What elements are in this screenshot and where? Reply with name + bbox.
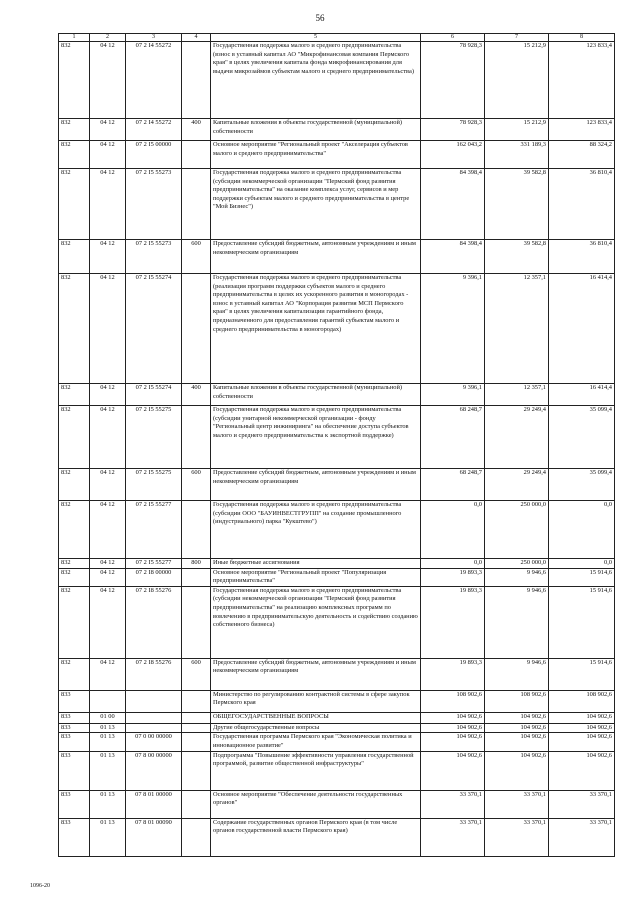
- cell-grbs: 832: [59, 240, 90, 274]
- table-row: [59, 723, 615, 733]
- table-row: [59, 818, 615, 856]
- cell-amount-year1: 0,0: [421, 559, 485, 569]
- cell-amount-year2: 15 212,9: [485, 42, 549, 119]
- cell-grbs: 832: [59, 501, 90, 559]
- cell-name: Государственная поддержка малого и среднего предпринимательства (субсидии некоммерческой организации "Пермский фонд развития предпринимательства" на оказание комплекса услуг, сервисов и мер поддержки субъектам малого и среднего предпринимательства в центре "Мой Бизнес"): [211, 169, 421, 240]
- cell-grbs: 833: [59, 733, 90, 751]
- cell-name: Другие общегосударственные вопросы: [211, 723, 421, 733]
- cell-amount-year3: 15 914,6: [549, 586, 615, 658]
- cell-grbs: 832: [59, 42, 90, 119]
- table-row: [59, 274, 615, 384]
- footer-code: 1096-20: [30, 883, 50, 889]
- column-number: 4: [182, 34, 211, 42]
- cell-article: 07 8 00 00000: [126, 751, 182, 790]
- table-row: [59, 586, 615, 658]
- cell-section: 04 12: [90, 42, 126, 119]
- cell-amount-year1: 33 370,1: [421, 790, 485, 818]
- table-row: [59, 690, 615, 712]
- cell-expense-type: [182, 501, 211, 559]
- cell-article: [126, 712, 182, 723]
- cell-expense-type: 800: [182, 559, 211, 569]
- cell-section: 01 13: [90, 723, 126, 733]
- cell-name: Предоставление субсидий бюджетным, автономным учреждениям и иным некоммерческим организациям: [211, 658, 421, 690]
- cell-section: 04 12: [90, 406, 126, 469]
- page-number: 56: [315, 13, 325, 23]
- cell-amount-year3: 104 902,6: [549, 723, 615, 733]
- cell-amount-year2: 29 249,4: [485, 469, 549, 501]
- cell-section: 04 12: [90, 240, 126, 274]
- table-row: [59, 240, 615, 274]
- cell-name: Содержание государственных органов Пермского края (в том числе органов государственной власти Пермского края): [211, 818, 421, 856]
- table-row: [59, 751, 615, 790]
- cell-expense-type: [182, 406, 211, 469]
- cell-section: 01 13: [90, 733, 126, 751]
- column-number: 2: [90, 34, 126, 42]
- cell-name: Основное мероприятие "Региональный проект "Акселерация субъектов малого и среднего предпринимательства": [211, 141, 421, 169]
- cell-name: ОБЩЕГОСУДАРСТВЕННЫЕ ВОПРОСЫ: [211, 712, 421, 723]
- cell-grbs: 832: [59, 559, 90, 569]
- table-row: [59, 141, 615, 169]
- cell-amount-year3: 35 099,4: [549, 406, 615, 469]
- cell-amount-year1: 108 902,6: [421, 690, 485, 712]
- cell-amount-year2: 9 946,6: [485, 658, 549, 690]
- cell-expense-type: [182, 733, 211, 751]
- cell-amount-year2: 108 902,6: [485, 690, 549, 712]
- cell-section: 04 12: [90, 274, 126, 384]
- cell-amount-year3: 104 902,6: [549, 751, 615, 790]
- cell-amount-year2: 104 902,6: [485, 712, 549, 723]
- cell-amount-year2: 29 249,4: [485, 406, 549, 469]
- table-row: [59, 733, 615, 751]
- cell-amount-year3: 36 810,4: [549, 169, 615, 240]
- cell-grbs: 832: [59, 169, 90, 240]
- cell-amount-year3: 123 833,4: [549, 42, 615, 119]
- cell-name: Министерство по регулированию контрактной системы в сфере закупок Пермского края: [211, 690, 421, 712]
- cell-article: 07 2 I5 55277: [126, 501, 182, 559]
- cell-grbs: 833: [59, 723, 90, 733]
- cell-section: 04 12: [90, 119, 126, 141]
- cell-amount-year1: 68 248,7: [421, 406, 485, 469]
- cell-amount-year1: 68 248,7: [421, 469, 485, 501]
- table-row: [59, 406, 615, 469]
- cell-amount-year3: 33 370,1: [549, 818, 615, 856]
- cell-grbs: 833: [59, 712, 90, 723]
- table-row: [59, 712, 615, 723]
- cell-expense-type: [182, 141, 211, 169]
- table-row: [59, 501, 615, 559]
- column-number: 6: [421, 34, 485, 42]
- cell-name: Подпрограмма "Повышение эффективности управления государственной программой, развитие общественной инфраструктуры": [211, 751, 421, 790]
- cell-expense-type: 600: [182, 658, 211, 690]
- cell-amount-year2: 12 357,1: [485, 274, 549, 384]
- cell-grbs: 832: [59, 384, 90, 406]
- cell-section: 04 12: [90, 141, 126, 169]
- cell-amount-year2: 39 582,8: [485, 169, 549, 240]
- cell-amount-year2: 104 902,6: [485, 751, 549, 790]
- cell-expense-type: 600: [182, 240, 211, 274]
- cell-expense-type: [182, 586, 211, 658]
- table-row: [59, 169, 615, 240]
- cell-name: Государственная поддержка малого и среднего предпринимательства (субсидии ООО "БАУИНВЕСТГРУПП" на создание промышленного (индустриального) парка "Кукштево"): [211, 501, 421, 559]
- cell-article: 07 2 I8 00000: [126, 568, 182, 586]
- cell-name: Государственная поддержка малого и среднего предпринимательства (взнос в уставный капитал АО "Микрофинансовая компания Пермского края" в целях увеличения капитала фонда микрофинансирования для выдачи микрозаймов субъектам малого и среднего предпринимательства): [211, 42, 421, 119]
- cell-name: Иные бюджетные ассигнования: [211, 559, 421, 569]
- cell-name: Капитальные вложения в объекты государственной (муниципальной) собственности: [211, 384, 421, 406]
- table-row: [59, 384, 615, 406]
- cell-article: 07 2 I4 55272: [126, 119, 182, 141]
- cell-amount-year3: 0,0: [549, 559, 615, 569]
- cell-grbs: 832: [59, 119, 90, 141]
- cell-amount-year1: 104 902,6: [421, 723, 485, 733]
- cell-amount-year3: 16 414,4: [549, 384, 615, 406]
- cell-amount-year3: 36 810,4: [549, 240, 615, 274]
- cell-article: 07 2 I5 55277: [126, 559, 182, 569]
- cell-amount-year2: 12 357,1: [485, 384, 549, 406]
- cell-article: [126, 690, 182, 712]
- cell-section: [90, 690, 126, 712]
- cell-amount-year1: 104 902,6: [421, 712, 485, 723]
- cell-grbs: 832: [59, 406, 90, 469]
- cell-section: 01 13: [90, 751, 126, 790]
- cell-amount-year1: 19 893,3: [421, 568, 485, 586]
- cell-grbs: 832: [59, 658, 90, 690]
- cell-article: 07 2 I5 55274: [126, 384, 182, 406]
- cell-expense-type: [182, 42, 211, 119]
- cell-amount-year3: 15 914,6: [549, 658, 615, 690]
- cell-amount-year2: 250 000,0: [485, 559, 549, 569]
- cell-section: 04 12: [90, 384, 126, 406]
- cell-amount-year3: 0,0: [549, 501, 615, 559]
- cell-amount-year1: 19 893,3: [421, 586, 485, 658]
- cell-expense-type: 400: [182, 384, 211, 406]
- table-row: [59, 469, 615, 501]
- cell-article: 07 2 I5 55273: [126, 169, 182, 240]
- cell-amount-year3: 16 414,4: [549, 274, 615, 384]
- cell-amount-year2: 33 370,1: [485, 818, 549, 856]
- cell-name: Государственная программа Пермского края "Экономическая политика и инновационное развитие": [211, 733, 421, 751]
- cell-name: Капитальные вложения в объекты государственной (муниципальной) собственности: [211, 119, 421, 141]
- cell-amount-year2: 250 000,0: [485, 501, 549, 559]
- cell-amount-year2: 15 212,9: [485, 119, 549, 141]
- cell-name: Основное мероприятие "Обеспечение деятельности государственных органов": [211, 790, 421, 818]
- cell-section: 01 13: [90, 790, 126, 818]
- cell-amount-year1: 9 396,1: [421, 274, 485, 384]
- cell-amount-year3: 33 370,1: [549, 790, 615, 818]
- cell-expense-type: [182, 723, 211, 733]
- cell-grbs: 832: [59, 141, 90, 169]
- cell-amount-year2: 39 582,8: [485, 240, 549, 274]
- column-number-row: [59, 34, 615, 42]
- table-row: [59, 42, 615, 119]
- cell-article: 07 2 I4 55272: [126, 42, 182, 119]
- cell-section: 04 12: [90, 501, 126, 559]
- cell-section: 04 12: [90, 169, 126, 240]
- cell-article: 07 2 I5 55275: [126, 406, 182, 469]
- cell-grbs: 833: [59, 790, 90, 818]
- budget-table: [58, 33, 615, 857]
- table-row: [59, 568, 615, 586]
- cell-section: 01 00: [90, 712, 126, 723]
- table-row: [59, 559, 615, 569]
- table-row: [59, 658, 615, 690]
- cell-amount-year1: 104 902,6: [421, 733, 485, 751]
- cell-article: 07 0 00 00000: [126, 733, 182, 751]
- cell-article: 07 2 I5 55273: [126, 240, 182, 274]
- cell-amount-year2: 104 902,6: [485, 723, 549, 733]
- cell-article: [126, 723, 182, 733]
- cell-amount-year1: 104 902,6: [421, 751, 485, 790]
- cell-expense-type: [182, 169, 211, 240]
- cell-section: 04 12: [90, 586, 126, 658]
- cell-amount-year3: 15 914,6: [549, 568, 615, 586]
- cell-amount-year2: 33 370,1: [485, 790, 549, 818]
- cell-grbs: 833: [59, 751, 90, 790]
- cell-amount-year3: 104 902,6: [549, 733, 615, 751]
- cell-name: Государственная поддержка малого и среднего предпринимательства (субсидии некоммерческой организации "Пермский фонд развития предпринимательства" на реализацию комплексных программ по вовлечению в предпринимательскую деятельность и содействию созданию собственного бизнеса): [211, 586, 421, 658]
- cell-amount-year3: 35 099,4: [549, 469, 615, 501]
- cell-name: Предоставление субсидий бюджетным, автономным учреждениям и иным некоммерческим организациям: [211, 469, 421, 501]
- cell-grbs: 832: [59, 568, 90, 586]
- cell-expense-type: 600: [182, 469, 211, 501]
- cell-amount-year1: 78 928,3: [421, 42, 485, 119]
- cell-article: 07 2 I5 00000: [126, 141, 182, 169]
- cell-amount-year2: 104 902,6: [485, 733, 549, 751]
- cell-amount-year3: 88 324,2: [549, 141, 615, 169]
- cell-article: 07 8 01 00090: [126, 818, 182, 856]
- cell-amount-year2: 331 189,3: [485, 141, 549, 169]
- column-number: 8: [549, 34, 615, 42]
- cell-section: 04 12: [90, 469, 126, 501]
- cell-amount-year3: 108 902,6: [549, 690, 615, 712]
- cell-grbs: 832: [59, 586, 90, 658]
- cell-section: 01 13: [90, 818, 126, 856]
- cell-section: 04 12: [90, 568, 126, 586]
- cell-amount-year1: 33 370,1: [421, 818, 485, 856]
- cell-grbs: 832: [59, 274, 90, 384]
- cell-name: Государственная поддержка малого и среднего предпринимательства (субсидии унитарной некоммерческой организации - фонду "Региональный центр инжиниринга" на обеспечение доступа субъектов малого и среднего предпринимательства к экспортной поддержке): [211, 406, 421, 469]
- cell-article: 07 2 I8 55276: [126, 586, 182, 658]
- cell-expense-type: [182, 790, 211, 818]
- cell-section: 04 12: [90, 559, 126, 569]
- cell-expense-type: [182, 690, 211, 712]
- cell-amount-year1: 78 928,3: [421, 119, 485, 141]
- cell-amount-year1: 9 396,1: [421, 384, 485, 406]
- cell-article: 07 8 01 00000: [126, 790, 182, 818]
- cell-amount-year1: 84 398,4: [421, 169, 485, 240]
- table-row: [59, 790, 615, 818]
- cell-expense-type: [182, 274, 211, 384]
- cell-name: Государственная поддержка малого и среднего предпринимательства (реализация программ поддержки субъектов малого и среднего предпринимательства в целях их ускоренного развития в моногородах - взнос в уставный капитал АО "Корпорация развития МСП Пермского края" в целях увеличения капитализации гарантийного фонда, предназначенного для предоставления гарантий субъектам малого и среднего предпринимательства в моногородах): [211, 274, 421, 384]
- cell-amount-year1: 19 893,3: [421, 658, 485, 690]
- cell-expense-type: 400: [182, 119, 211, 141]
- table-row: [59, 119, 615, 141]
- cell-amount-year3: 104 902,6: [549, 712, 615, 723]
- cell-amount-year1: 0,0: [421, 501, 485, 559]
- cell-name: Основное мероприятие "Региональный проект "Популяризация предпринимательства": [211, 568, 421, 586]
- cell-amount-year1: 162 043,2: [421, 141, 485, 169]
- cell-amount-year3: 123 833,4: [549, 119, 615, 141]
- column-number: 1: [59, 34, 90, 42]
- cell-expense-type: [182, 818, 211, 856]
- cell-article: 07 2 I5 55275: [126, 469, 182, 501]
- cell-name: Предоставление субсидий бюджетным, автономным учреждениям и иным некоммерческим организациям: [211, 240, 421, 274]
- cell-section: 04 12: [90, 658, 126, 690]
- column-number: 3: [126, 34, 182, 42]
- cell-grbs: 833: [59, 818, 90, 856]
- cell-grbs: 833: [59, 690, 90, 712]
- cell-expense-type: [182, 712, 211, 723]
- cell-amount-year1: 84 398,4: [421, 240, 485, 274]
- cell-amount-year2: 9 946,6: [485, 586, 549, 658]
- column-number: 5: [211, 34, 421, 42]
- cell-article: 07 2 I8 55276: [126, 658, 182, 690]
- cell-expense-type: [182, 568, 211, 586]
- cell-expense-type: [182, 751, 211, 790]
- cell-amount-year2: 9 946,6: [485, 568, 549, 586]
- cell-article: 07 2 I5 55274: [126, 274, 182, 384]
- column-number: 7: [485, 34, 549, 42]
- cell-grbs: 832: [59, 469, 90, 501]
